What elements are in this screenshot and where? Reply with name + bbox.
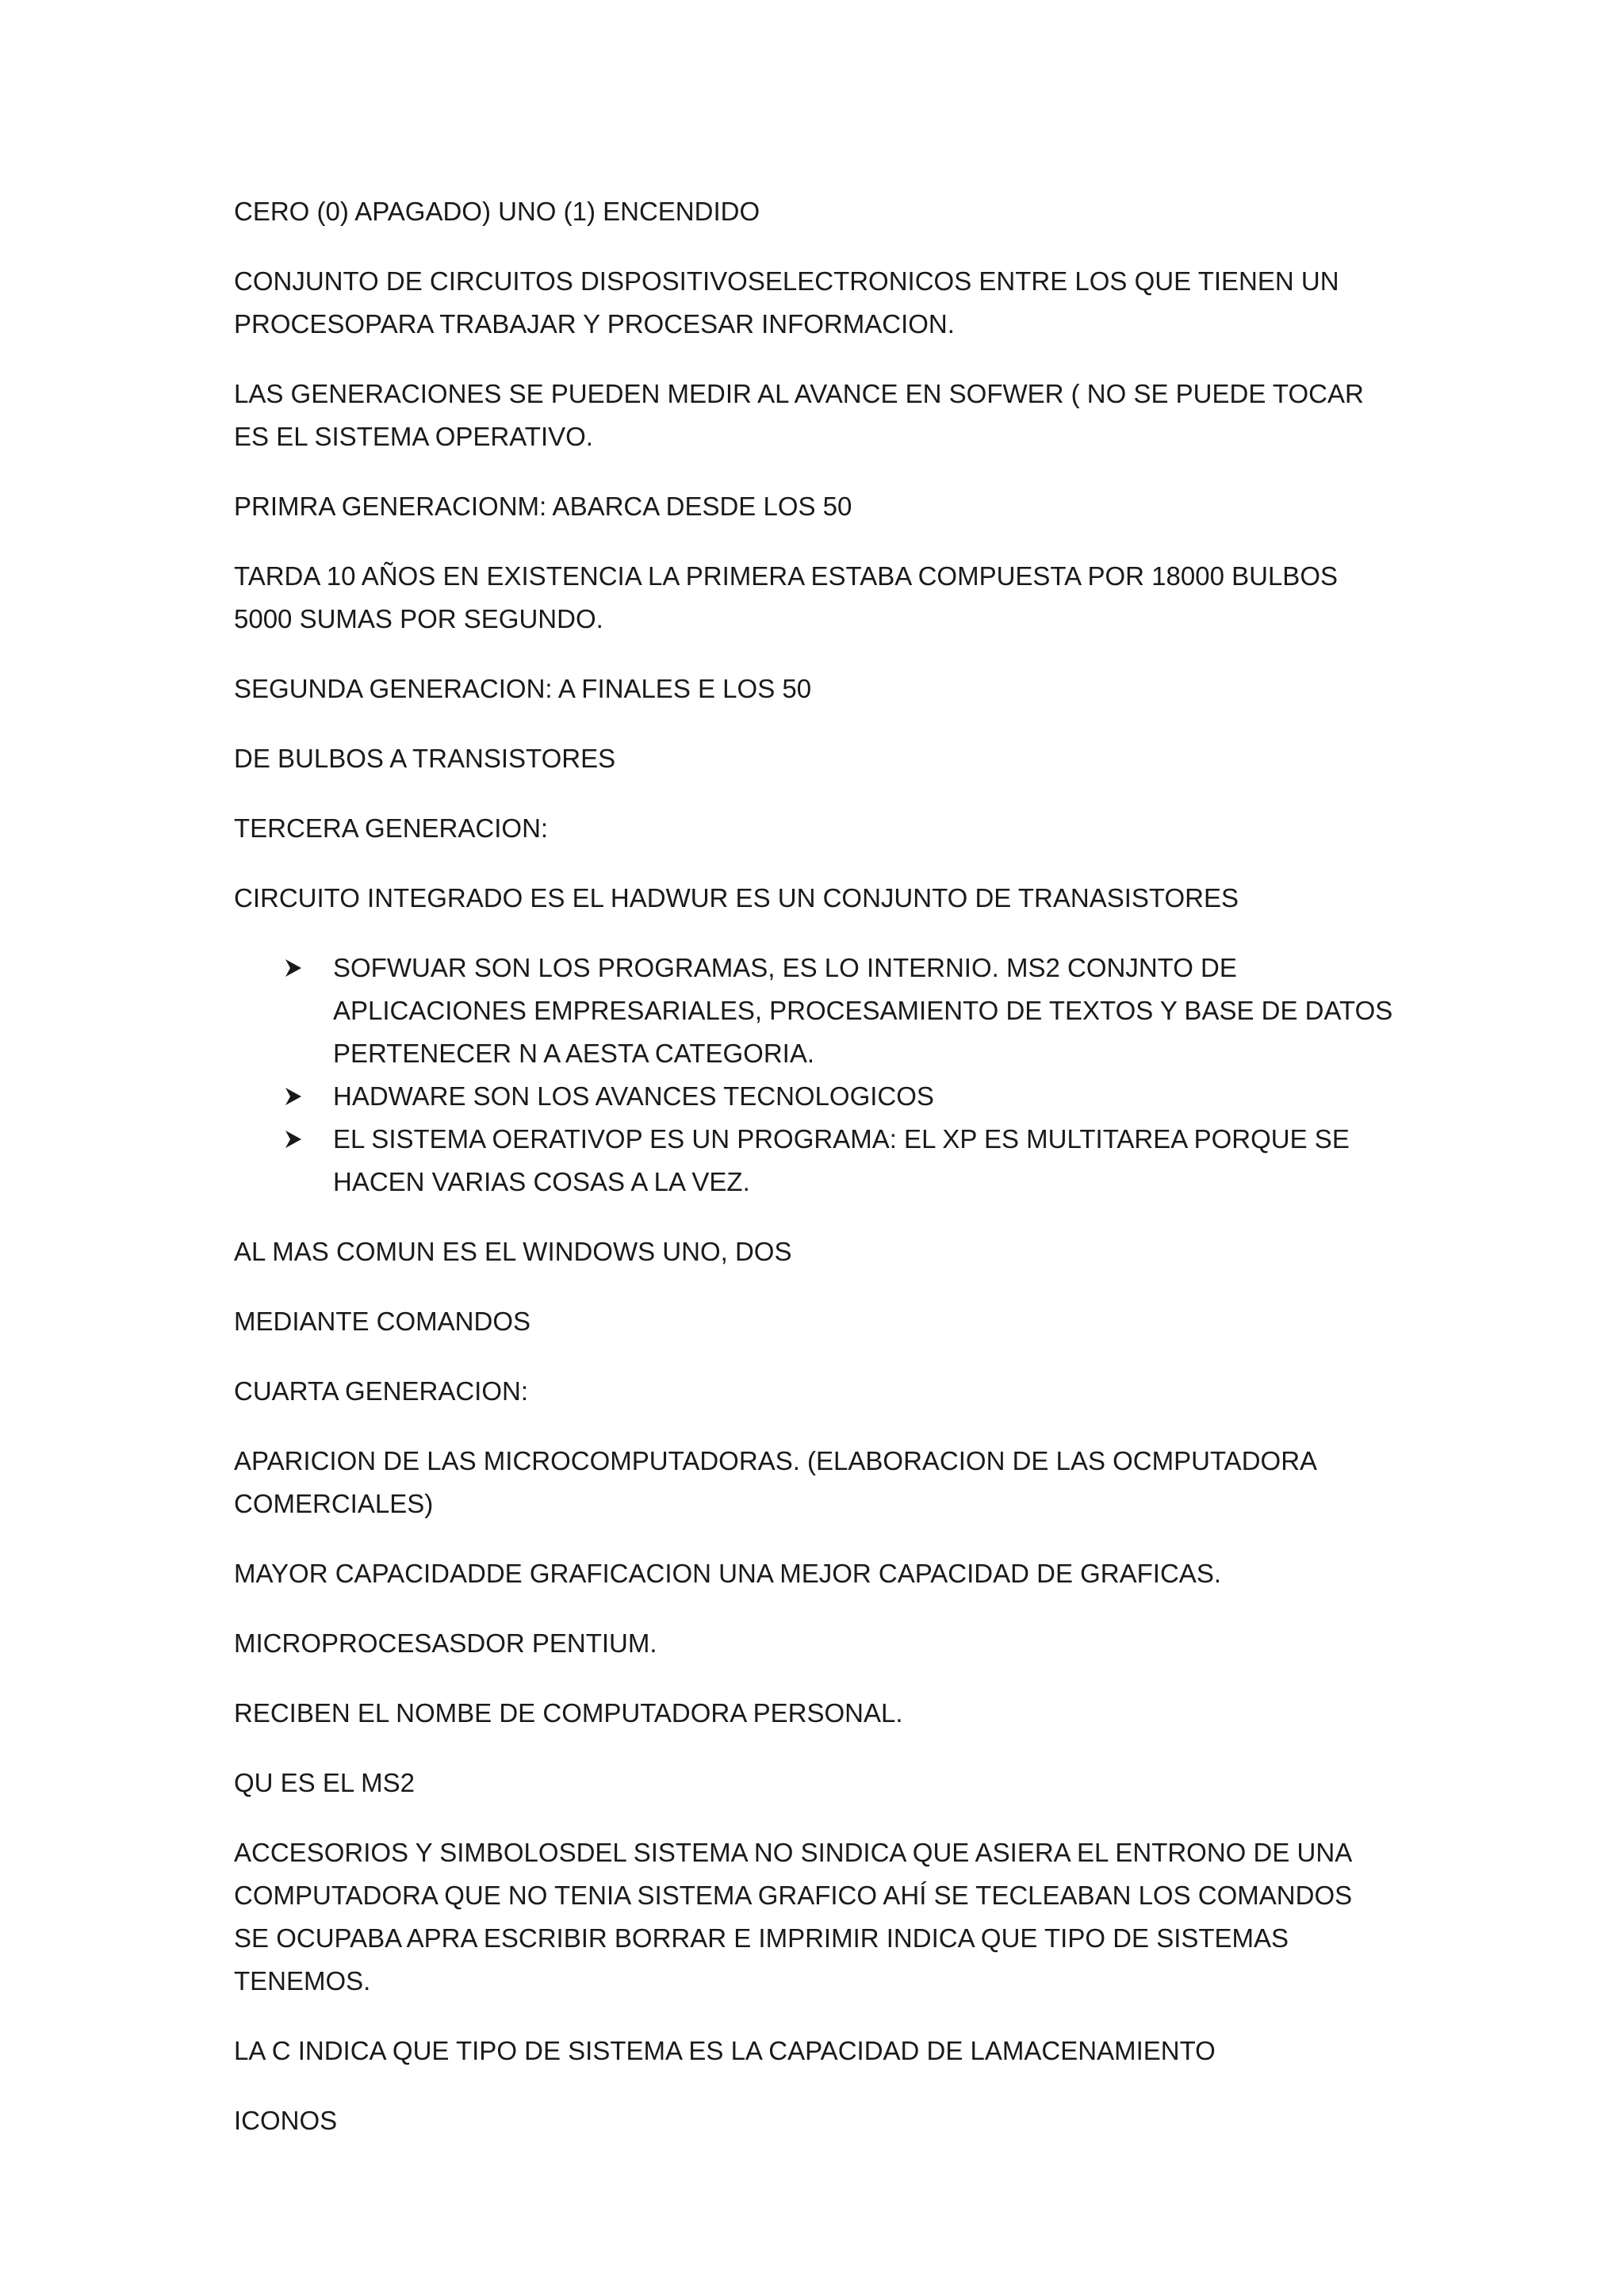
bullet-item-sofwuar xyxy=(333,947,1394,1075)
paragraph-que-es-ms2: QU ES EL MS2 xyxy=(234,1768,416,1797)
paragraph-graficacion: MAYOR CAPACIDADDE GRAFICACION UNA MEJOR CAPACIDAD DE GRAFICAS. xyxy=(234,1559,1221,1588)
paragraph-comandos: MEDIANTE COMANDOS xyxy=(234,1307,531,1336)
paragraph-tercera-generacion: TERCERA GENERACION: xyxy=(234,813,549,843)
paragraph-windows: AL MAS COMUN ES EL WINDOWS UNO, DOS xyxy=(234,1237,792,1266)
bullet-item-hadware xyxy=(333,1075,1394,1118)
paragraph-iconos: ICONOS xyxy=(234,2106,338,2135)
paragraph-bulbos-transistores: DE BULBOS A TRANSISTORES xyxy=(234,744,616,773)
paragraph-capacidad-almacenamiento: LA C INDICA QUE TIPO DE SISTEMA ES LA CAPACIDAD DE LAMACENAMIENTO xyxy=(234,2036,1216,2065)
bullet-text: EL SISTEMA OERATIVOP ES UN PROGRAMA: EL XP ES MULTITAREA PORQUE SE HACEN VARIAS COSAS A LA VEZ. xyxy=(333,1124,1350,1196)
paragraph-accesorios: ACCESORIOS Y SIMBOLOSDEL SISTEMA NO SINDICA QUE ASIERA EL ENTRONO DE UNA COMPUTADORA QUE NO TENIA SISTEMA GRAFICO AHÍ SE TECLEABAN LOS COMANDOS SE OCUPABA APRA ESCRIBIR BORRAR E IMPRIMIR INDICA QUE TIPO DE SISTEMAS TENEMOS. xyxy=(234,1838,1353,1996)
paragraph-circuito-integrado: CIRCUITO INTEGRADO ES EL HADWUR ES UN CONJUNTO DE TRANASISTORES xyxy=(234,883,1239,913)
paragraph-cero-uno: CERO (0) APAGADO) UNO (1) ENCENDIDO xyxy=(234,197,760,226)
paragraph-microcomputadoras: APARICION DE LAS MICROCOMPUTADORAS. (ELABORACION DE LAS OCMPUTADORA COMERCIALES) xyxy=(234,1446,1316,1518)
paragraph-computadora-personal: RECIBEN EL NOMBE DE COMPUTADORA PERSONAL. xyxy=(234,1698,903,1728)
arrowhead-bullet-icon xyxy=(283,1075,307,1118)
bullet-text: HADWARE SON LOS AVANCES TECNOLOGICOS xyxy=(333,1081,934,1111)
paragraph-conjunto-circuitos: CONJUNTO DE CIRCUITOS DISPOSITIVOSELECTRONICOS ENTRE LOS QUE TIENEN UN PROCESOPARA TRABAJAR Y PROCESAR INFORMACION. xyxy=(234,266,1339,339)
bullet-item-sistema-operativo xyxy=(333,1118,1394,1203)
paragraph-tarda-10-anos: TARDA 10 AÑOS EN EXISTENCIA LA PRIMERA ESTABA COMPUESTA POR 18000 BULBOS 5000 SUMAS POR SEGUNDO. xyxy=(234,561,1338,633)
bullet-list xyxy=(234,947,1394,1203)
arrowhead-bullet-icon xyxy=(283,947,307,989)
paragraph-generaciones: LAS GENERACIONES SE PUEDEN MEDIR AL AVANCE EN SOFWER ( NO SE PUEDE TOCAR ES EL SISTEMA OPERATIVO. xyxy=(234,379,1364,451)
bullet-text: SOFWUAR SON LOS PROGRAMAS, ES LO INTERNIO. MS2 CONJNTO DE APLICACIONES EMPRESARIALES, PROCESAMIENTO DE TEXTOS Y BASE DE DATOS PERTENECER N A AESTA CATEGORIA. xyxy=(333,953,1393,1068)
paragraph-segunda-generacion: SEGUNDA GENERACION: A FINALES E LOS 50 xyxy=(234,674,812,703)
paragraph-cuarta-generacion: CUARTA GENERACION: xyxy=(234,1376,529,1406)
paragraph-primera-generacion: PRIMRA GENERACIONM: ABARCA DESDE LOS 50 xyxy=(234,492,852,521)
arrowhead-bullet-icon xyxy=(283,1118,307,1161)
paragraph-pentium: MICROPROCESASDOR PENTIUM. xyxy=(234,1628,657,1658)
